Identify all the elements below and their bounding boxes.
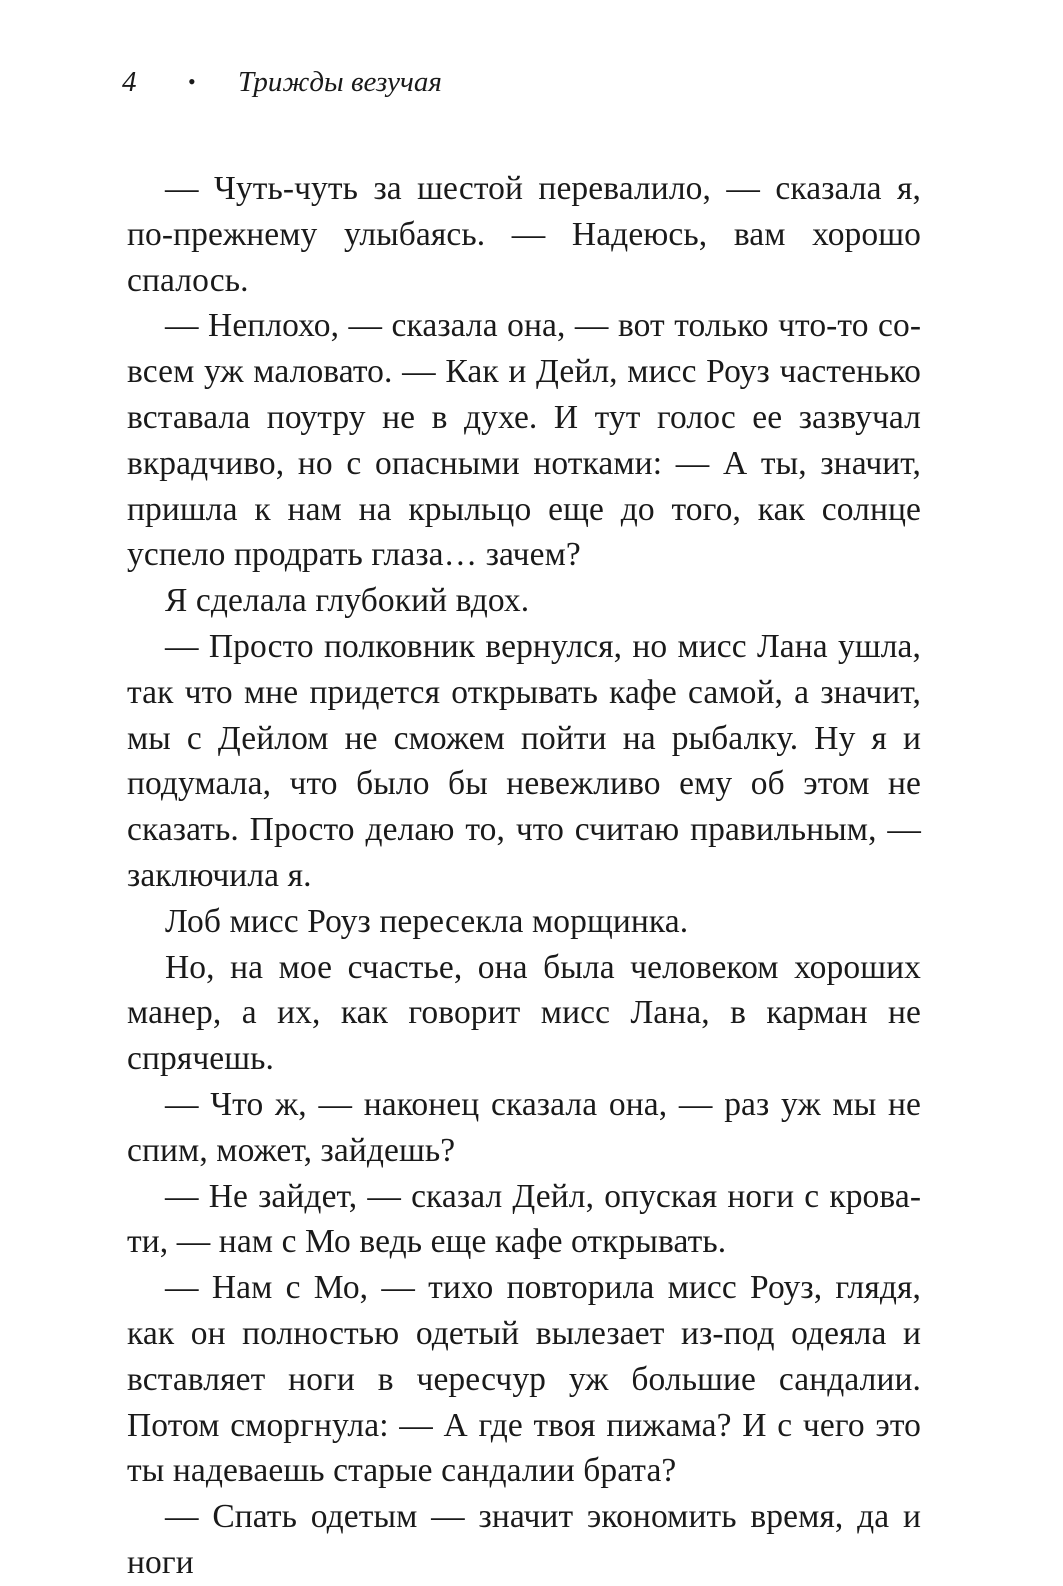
paragraph: — Нам с Мо, — тихо повторила мисс Роуз, глядя, как он полностью одетый вылезает из-под одеяла и вставляет ноги в чересчур уж большие сандалии. Потом сморгнула: — А где твоя пижама? И с чего это ты надеваешь старые сандалии брата? bbox=[127, 1269, 921, 1490]
paragraph: Лоб мисс Роуз пересекла морщинка. bbox=[165, 902, 689, 940]
paragraph: Но, на мое счастье, она была человеком хороших манер, а их, как говорит мисс Лана, в карман не спрячешь. bbox=[127, 948, 921, 1078]
book-title: Трижды везучая bbox=[238, 65, 442, 98]
paragraph-last-line: — Спать одетым — значит экономить время, да и ноги bbox=[127, 1498, 921, 1581]
body-text bbox=[127, 166, 921, 1586]
paragraph: — Просто полковник вернулся, но мисс Лана ушла, так что мне придется открывать кафе самой, а значит, мы с Дейлом не сможем пойти на рыбалку. Ну я и подумала, что было бы невежливо ему об этом не сказать. Просто делаю то, что считаю правильным, — заключила я. bbox=[127, 627, 921, 894]
paragraph: — Неплохо, — сказала она, — вот только что-то совсем уж маловато. — Как и Дейл, мисс Роуз частенько вставала поутру не в духе. И тут голос ее зазвучал вкрадчиво, но с опасными нотками: — А ты, значит, пришла к нам на крыльцо еще до того, как солнце успело продрать глаза… зачем? bbox=[127, 307, 921, 574]
running-head bbox=[122, 62, 442, 102]
paragraph: — Не зайдет, — сказал Дейл, опуская ноги с кровати, — нам с Мо ведь еще кафе открывать. bbox=[127, 1177, 921, 1261]
paragraph: — Чуть-чуть за шестой перевалило, — сказала я, по-прежнему улыбаясь. — Надеюсь, вам хорошо спалось. bbox=[127, 170, 921, 299]
paragraph: — Что ж, — наконец сказала она, — раз уж мы не спим, может, зайдешь? bbox=[127, 1085, 921, 1169]
header-separator: • bbox=[188, 69, 196, 94]
paragraph: Я сделала глубокий вдох. bbox=[165, 582, 530, 620]
page-number: 4 bbox=[122, 65, 137, 98]
